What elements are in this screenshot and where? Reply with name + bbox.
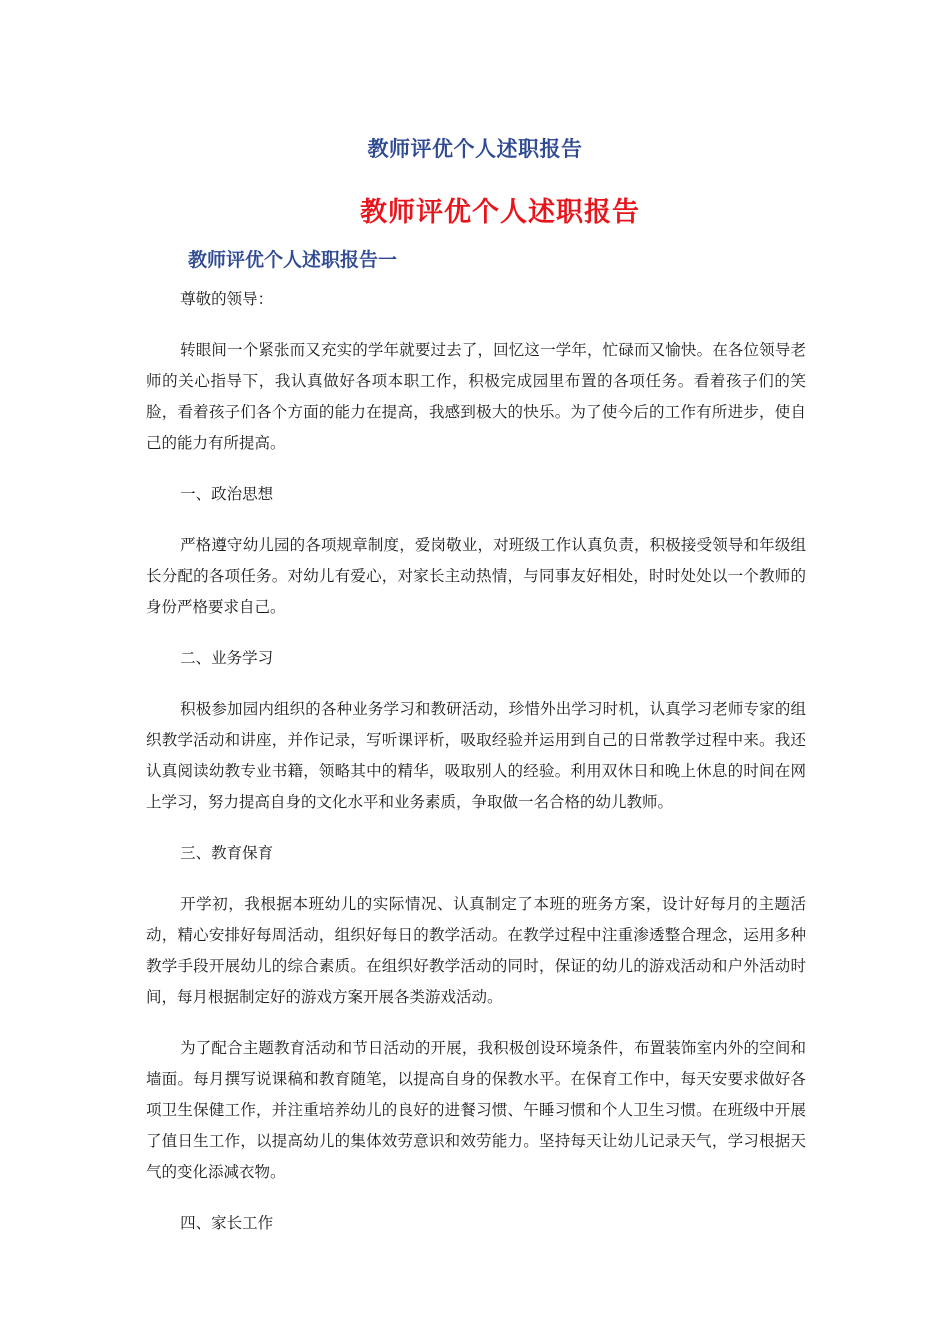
heading-parents: 四、家长工作 [180,1214,274,1232]
paragraph-study: 积极参加园内组织的各种业务学习和教研活动，珍惜外出学习时机，认真学习老师专家的组织教学活动和讲座，并作记录，写听课评析，吸取经验并运用到自己的日常教学过程中来。我还认真阅读幼教专业书籍，领略其中的精华，吸取别人的经验。利用双休日和晚上休息的时间在网上学习，努力提高自身的文化水平和业务素质，争取做一名合格的幼儿教师。 [146,700,806,811]
heading-study: 二、业务学习 [180,649,274,667]
section-title: 教师评优个人述职报告一 [188,249,398,271]
heading-politics: 一、政治思想 [180,485,274,503]
paragraph-education-1: 开学初，我根据本班幼儿的实际情况、认真制定了本班的班务方案，设计好每月的主题活动，精心安排好每周活动，组织好每日的教学活动。在教学过程中注重渗透整合理念，运用多种教学手段开展幼儿的综合素质。在组织好教学活动的同时，保证的幼儿的游戏活动和户外活动时间，每月根据制定好的游戏方案开展各类游戏活动。 [146,895,806,1006]
salutation: 尊敬的领导： [180,290,274,308]
document-body [146,284,806,1259]
header-title: 教师评优个人述职报告 [367,137,583,161]
paragraph-politics: 严格遵守幼儿园的各项规章制度，爱岗敬业，对班级工作认真负责，积极接受领导和年级组长分配的各项任务。对幼儿有爱心，对家长主动热情，与同事友好相处，时时处处以一个教师的身份严格要求自己。 [146,536,806,616]
document-title: 教师评优个人述职报告 [360,197,640,228]
paragraph-intro: 转眼间一个紧张而又充实的学年就要过去了，回忆这一学年，忙碌而又愉快。在各位领导老师的关心指导下，我认真做好各项本职工作，积极完成园里布置的各项任务。看着孩子们的笑脸，看着孩子们各个方面的能力在提高，我感到极大的快乐。为了使今后的工作有所进步，使自己的能力有所提高。 [146,341,806,452]
heading-education: 三、教育保育 [180,844,274,862]
paragraph-education-2: 为了配合主题教育活动和节日活动的开展，我积极创设环境条件，布置装饰室内外的空间和墙面。每月撰写说课稿和教育随笔，以提高自身的保教水平。在保育工作中，每天安要求做好各项卫生保健工作，并注重培养幼儿的良好的进餐习惯、午睡习惯和个人卫生习惯。在班级中开展了值日生工作，以提高幼儿的集体效劳意识和效劳能力。坚持每天让幼儿记录天气，学习根据天气的变化添减衣物。 [146,1039,806,1181]
